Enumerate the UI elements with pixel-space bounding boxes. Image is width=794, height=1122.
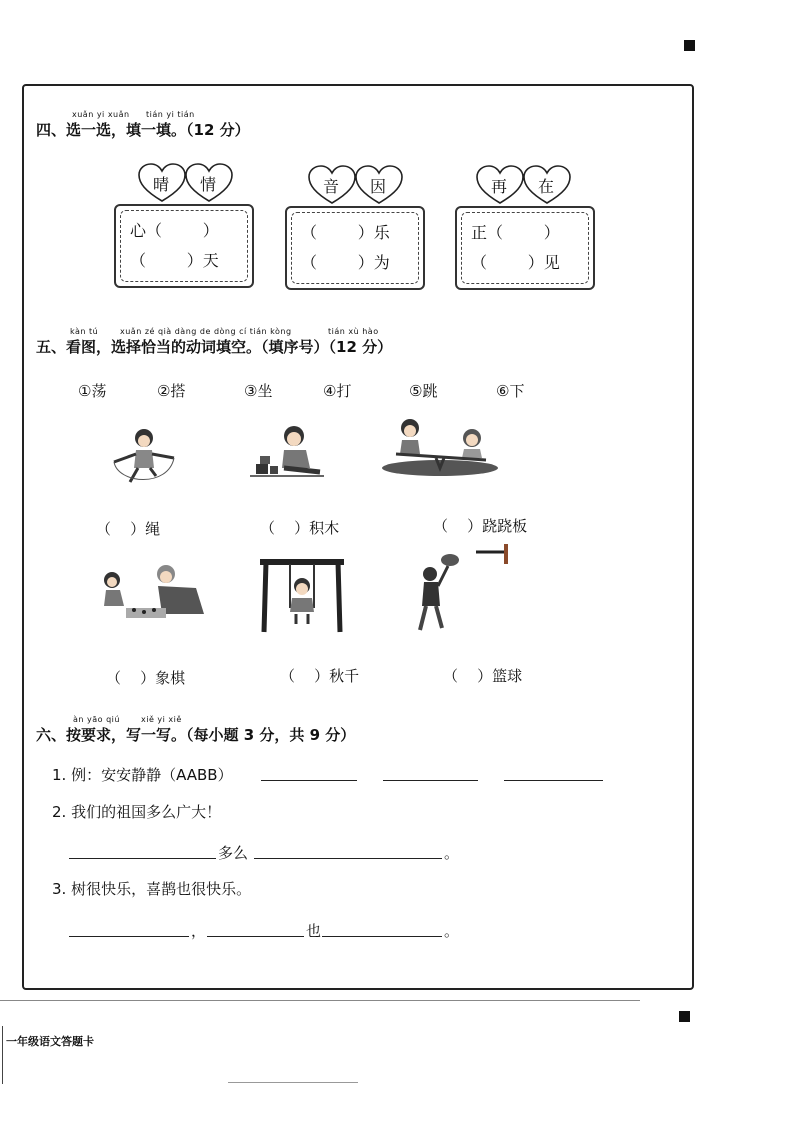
- swing-illustration: [258, 558, 346, 634]
- seesaw-illustration: [380, 418, 500, 480]
- section4-title: 四、选一选，填一填。（12 分）: [36, 121, 250, 139]
- blank-basketball[interactable]: （ ）篮球: [443, 667, 523, 685]
- pinyin-xuan-ze: xuǎn zé qià dàng de dòng cí tián kòng: [120, 327, 292, 336]
- building-blocks-illustration: [250, 424, 324, 480]
- fill-box-3: [455, 206, 595, 290]
- fill-line[interactable]: （ ）见: [471, 253, 560, 272]
- heart-char: 晴: [153, 175, 170, 194]
- fill-line[interactable]: （ ）为: [301, 253, 390, 272]
- answer-line[interactable]: [322, 936, 442, 937]
- answer-line[interactable]: [261, 780, 357, 781]
- heart-pair-3: [475, 165, 575, 205]
- pinyin-tian-yi-tian: tián yi tián: [146, 110, 195, 119]
- heart-char: 因: [370, 177, 387, 196]
- jump-rope-girl-illustration: [108, 424, 180, 488]
- chess-illustration: [100, 562, 208, 624]
- pinyin-an-yao-qiu: àn yāo qiú: [73, 715, 120, 724]
- fill-line[interactable]: 正（ ）: [471, 223, 560, 242]
- blank-seesaw[interactable]: （ ）跷跷板: [433, 517, 528, 535]
- blank-blocks[interactable]: （ ）积木: [260, 519, 340, 537]
- fill-box-1: [114, 204, 254, 288]
- answer-line[interactable]: [207, 936, 304, 937]
- heart-char: 再: [491, 177, 508, 196]
- q3-comma: ，: [191, 922, 207, 940]
- heart-pair-1: [137, 163, 237, 203]
- pinyin-tian-xu-hao: tián xù hào: [328, 327, 379, 336]
- section6-title: 六、按要求，写一写。（每小题 3 分，共 9 分）: [36, 726, 356, 744]
- blank-swing[interactable]: （ ）秋千: [280, 667, 360, 685]
- question-3: 3. 树很快乐，喜鹊也很快乐。: [52, 880, 252, 898]
- pinyin-kan-tu: kàn tú: [70, 327, 99, 336]
- question-1: 1. 例：安安静静（AABB）: [52, 766, 233, 784]
- option-2: ②搭: [157, 382, 186, 400]
- option-4: ④打: [323, 382, 352, 400]
- answer-line[interactable]: [69, 936, 189, 937]
- registration-mark-top: [684, 40, 695, 51]
- q2-end-punct: 。: [444, 844, 460, 862]
- footer-line: [228, 1082, 358, 1083]
- footer-label: 一年级语文答题卡: [6, 1035, 94, 1048]
- answer-line[interactable]: [504, 780, 603, 781]
- heart-char: 情: [200, 175, 217, 194]
- blank-chess[interactable]: （ ）象棋: [106, 669, 186, 687]
- q3-mid-word: 也: [306, 922, 322, 940]
- option-6: ⑥下: [496, 382, 525, 400]
- heart-char: 在: [538, 177, 555, 196]
- answer-line[interactable]: [254, 858, 442, 859]
- q3-end-punct: 。: [444, 922, 460, 940]
- option-3: ③坐: [244, 382, 273, 400]
- footer-divider: [0, 1000, 640, 1001]
- option-1: ①荡: [78, 382, 107, 400]
- registration-mark-bottom: [679, 1011, 690, 1022]
- blank-jump-rope[interactable]: （ ）绳: [96, 520, 161, 538]
- pinyin-xie-yi-xie: xiě yi xiě: [141, 715, 182, 724]
- section5-title: 五、看图，选择恰当的动词填空。（填序号）（12 分）: [36, 338, 393, 356]
- heart-char: 音: [323, 177, 340, 196]
- heart-pair-2: [307, 165, 407, 205]
- answer-line[interactable]: [69, 858, 216, 859]
- fill-line[interactable]: （ ）乐: [301, 223, 390, 242]
- footer-left-edge: [2, 1026, 3, 1084]
- question-2: 2. 我们的祖国多么广大！: [52, 803, 222, 821]
- answer-line[interactable]: [383, 780, 478, 781]
- fill-line[interactable]: 心（ ）: [130, 221, 219, 240]
- option-5: ⑤跳: [409, 382, 438, 400]
- fill-line[interactable]: （ ）天: [130, 251, 219, 270]
- q2-mid-word: 多么: [218, 844, 249, 862]
- pinyin-xuan-yi-xuan: xuǎn yi xuǎn: [72, 110, 130, 119]
- basketball-illustration: [414, 540, 514, 640]
- fill-box-2: [285, 206, 425, 290]
